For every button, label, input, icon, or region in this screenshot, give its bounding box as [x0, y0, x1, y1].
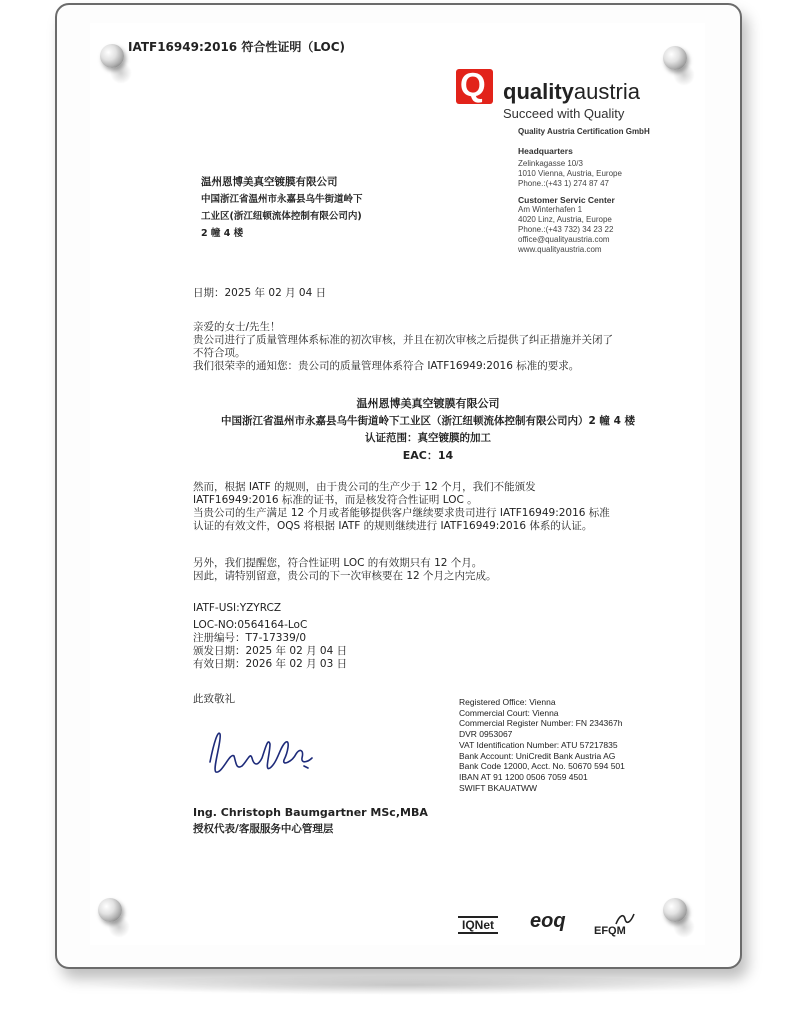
hq-block: Headquarters Zelinkagasse 10/3 1010 Vienna, Austria, Europe Phone.:(+43 1) 274 87 47 — [518, 146, 622, 188]
frame-shadow — [80, 975, 730, 995]
screw-icon — [663, 46, 687, 70]
csc-block: Customer Servic Center Am Winterhafen 1 4020 Linz, Austria, Europe Phone.:(+43 732) 34 23 22 office@qualityaustria.com www.qualityaustria.com — [518, 195, 615, 254]
certification-scope: 认证范围：真空镀膜的加工 — [365, 432, 491, 444]
letter-date: 日期：2025 年 02 月 04 日 — [193, 287, 327, 299]
screw-icon — [100, 44, 124, 68]
company-address: 中国浙江省温州市永嘉县乌牛街道岭下工业区（浙江纽顿流体控制有限公司内）2 幢 4 楼 — [220, 415, 636, 427]
screw-icon — [98, 898, 122, 922]
eac-code: EAC：14 — [402, 449, 454, 462]
efqm-logo-icon: EFQM — [594, 925, 626, 937]
letter-para1: 亲爱的女士/先生！ 贵公司进行了质量管理体系标准的初次审核，并且在初次审核之后提供了纠正措施并关闭了 不符合项。 我们很荣幸的通知您：贵公司的质量管理体系符合 IATF16949:2016 标准的要求。 — [193, 321, 613, 372]
letter-para2: 然而，根据 IATF 的规则，由于贵公司的生产少于 12 个月，我们不能颁发 IATF16949:2016 标准的证书，而是核发符合性证明 LOC 。 当贵公司的生产满足 12 个月或者能够提供客户继续要求贵司进行 IATF16949:2016 标准 认证的有效文件，OQS 将根据 IATF 的规则继续进行 IATF16949:2016 体系的认证。 — [193, 481, 610, 532]
iqnet-logo-icon: IQNet — [458, 916, 498, 934]
brand-tagline: Succeed with Quality — [503, 106, 625, 121]
brand-name: qualityaustria — [503, 79, 640, 104]
registered-info: Registered Office: Vienna Commercial Court: Vienna Commercial Register Number: FN 234367h DVR 0953067 VAT Identification Number: ATU 57217835 Bank Account: UniCredit Bank Austria AG Bank Code 12000, Acct. No. 50670 594 501 IBAN AT 91 1200 0506 7059 4501 SWIFT BKAUATWW — [459, 697, 625, 793]
signer-title: 授权代表/客服服务中心管理层 — [193, 823, 334, 835]
signature-image — [200, 722, 340, 782]
recipient-address: 温州恩博美真空镀膜有限公司 中国浙江省温州市永嘉县乌牛街道岭下 工业区(浙江纽顿流体控制有限公司内) 2 幢 4 楼 — [201, 176, 363, 239]
document-title: IATF16949:2016 符合性证明（LOC) — [128, 40, 346, 54]
letter-closing: 此致敬礼 — [193, 693, 235, 705]
eoq-logo-icon: eoq — [530, 910, 566, 932]
quality-austria-logo-icon: Q — [456, 69, 493, 104]
screw-icon — [663, 898, 687, 922]
efqm-symbol-icon — [614, 912, 636, 926]
brand-company: Quality Austria Certification GmbH — [518, 127, 650, 136]
signer-name: Ing. Christoph Baumgartner MSc,MBA — [193, 806, 428, 819]
certificate-ids: IATF-USI:YZYRCZ LOC-NO:0564164-LoC 注册编号：T7-17339/0 颁发日期：2025 年 02 月 04 日 有效日期：2026 年 02 月 03 日 — [193, 602, 348, 670]
company-name: 温州恩博美真空镀膜有限公司 — [356, 397, 500, 410]
letter-para3: 另外，我们提醒您，符合性证明 LOC 的有效期只有 12 个月。 因此，请特别留意，贵公司的下一次审核要在 12 个月之内完成。 — [193, 557, 497, 582]
